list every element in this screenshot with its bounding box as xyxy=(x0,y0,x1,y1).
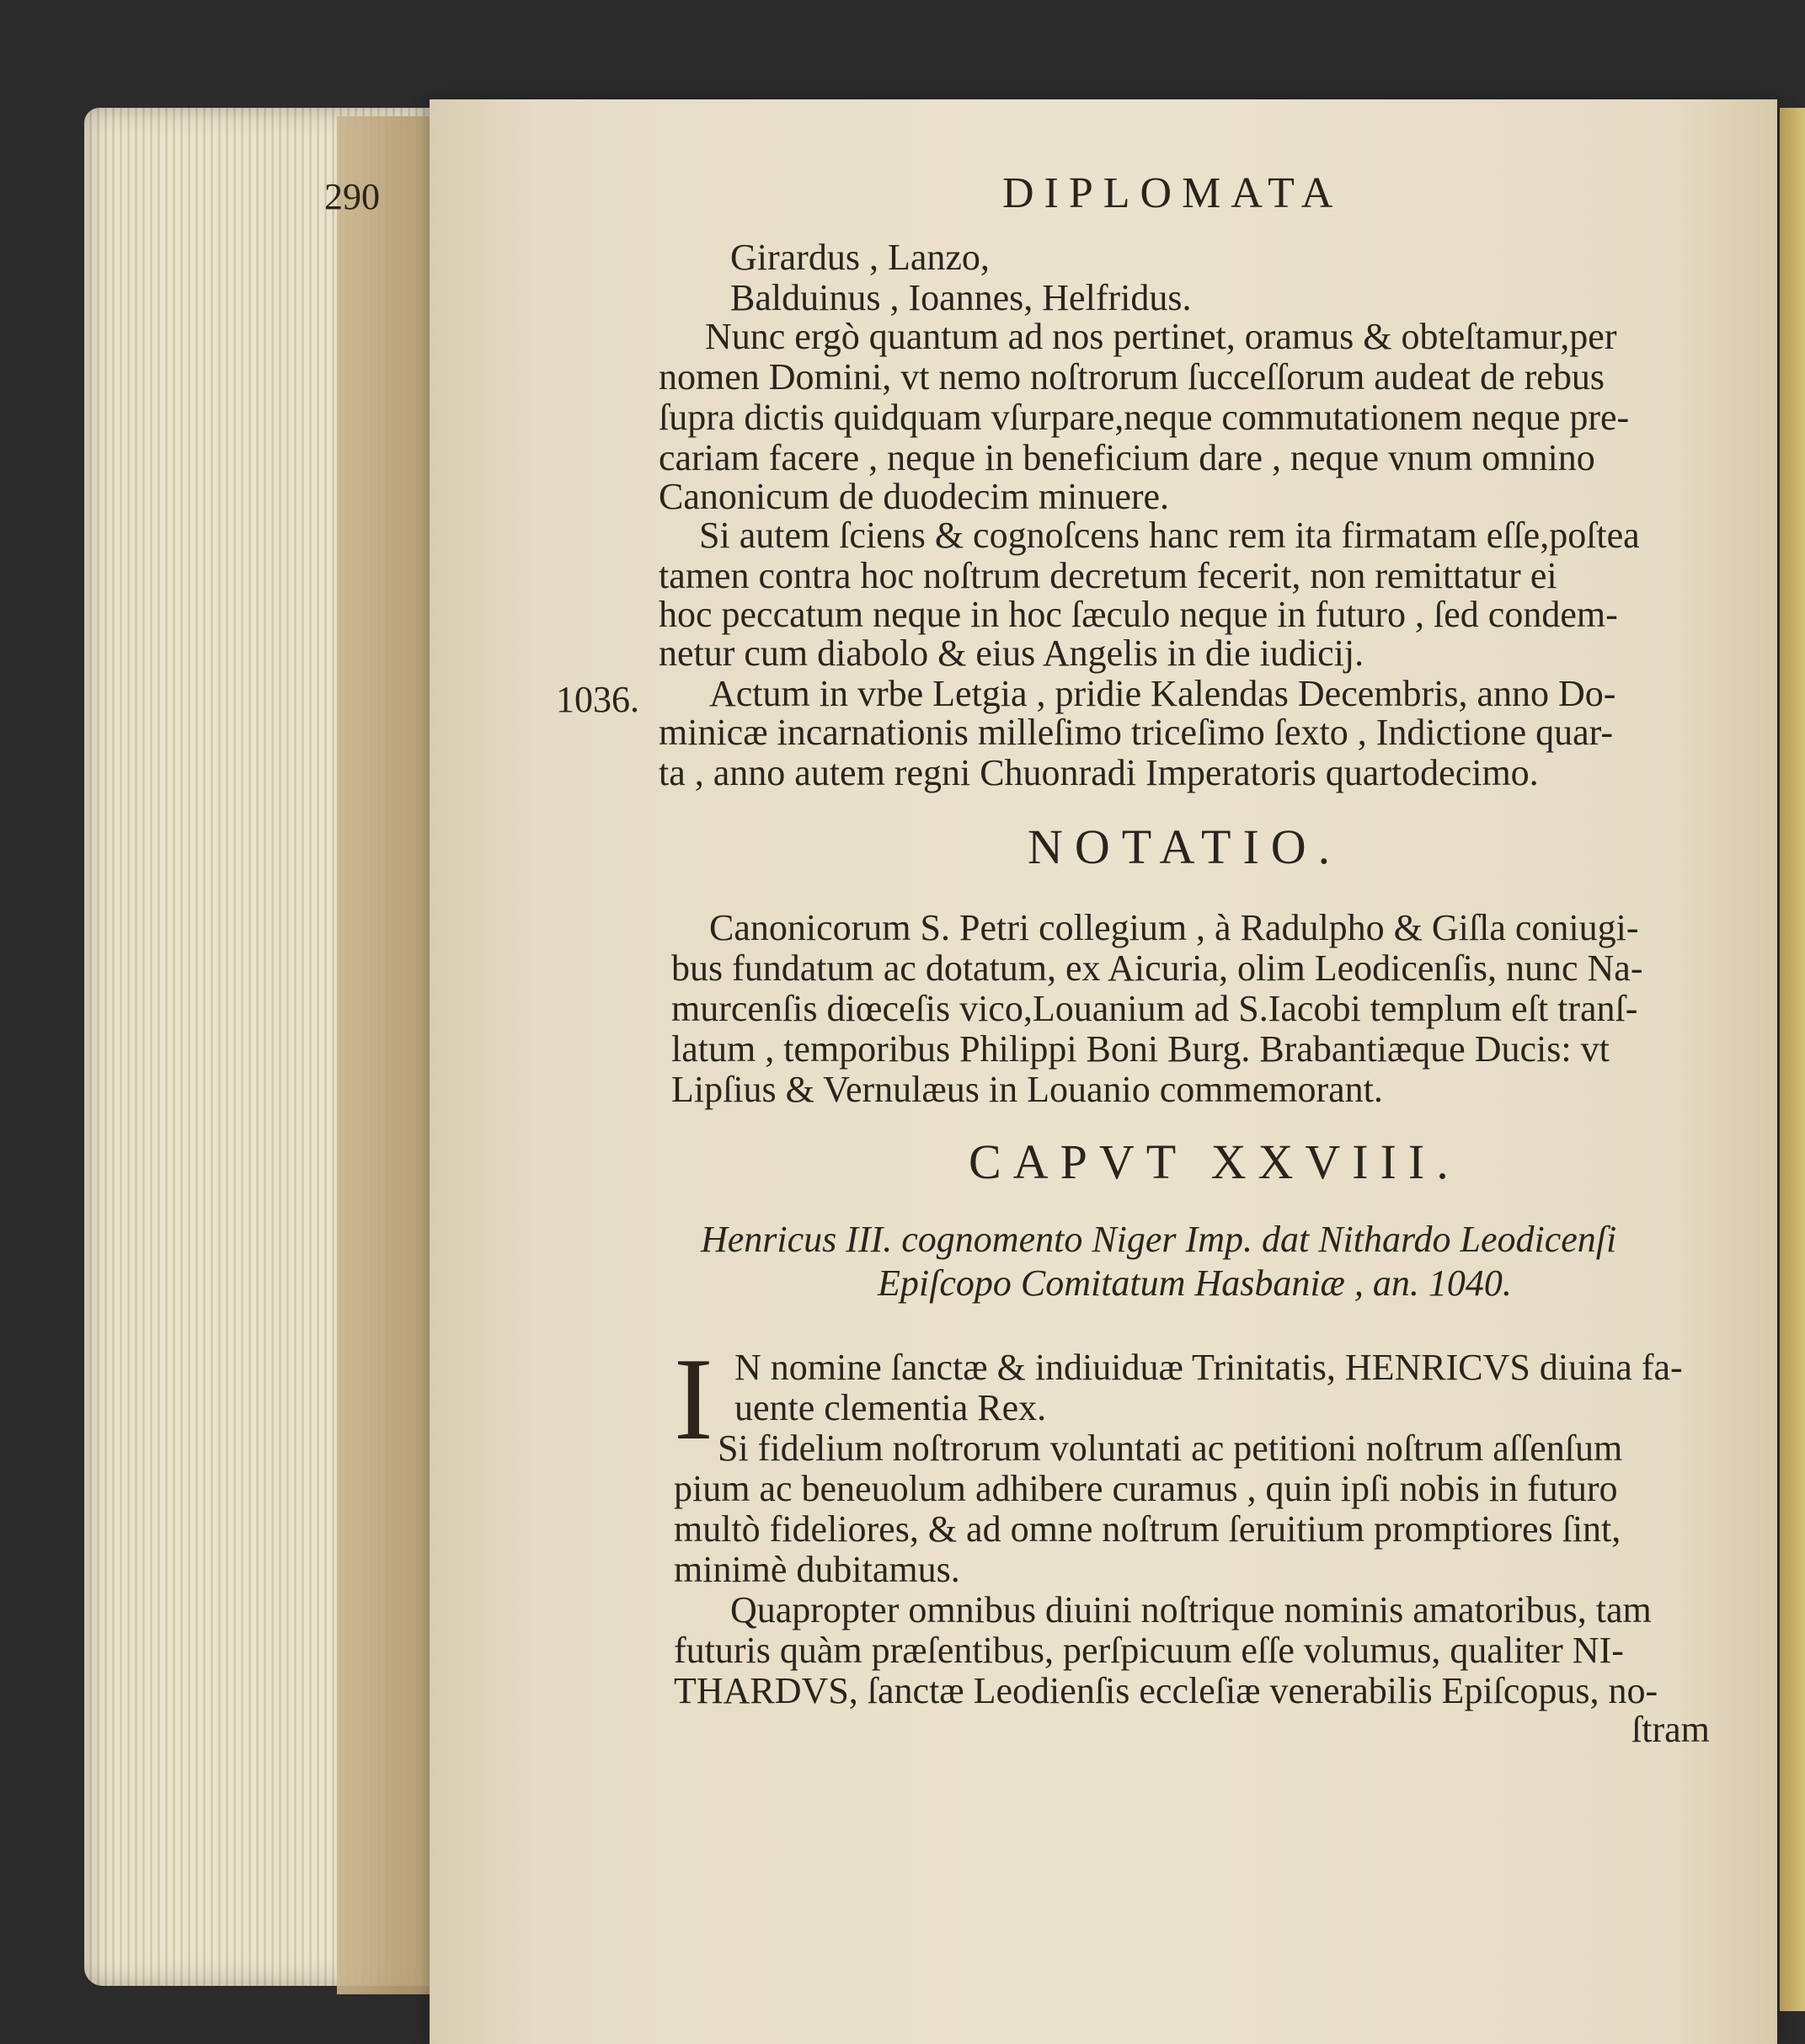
text-line: pium ac beneuolum adhibere curamus , quin ipſi nobis in futuro xyxy=(674,1468,1618,1509)
text-line: Girardus , Lanzo, xyxy=(730,237,990,278)
text-line: Quapropter omnibus diuini noſtrique nominis amatoribus, tam xyxy=(730,1589,1652,1630)
text-line: Canonicorum S. Petri collegium , à Radulpho & Giſla coniugi- xyxy=(709,907,1639,948)
chapter-summary: Epiſcopo Comitatum Hasbaniæ , an. 1040. xyxy=(878,1262,1512,1304)
running-head: DIPLOMATA xyxy=(1002,169,1343,217)
text-line: nomen Domini, vt nemo noſtrorum ſucceſſorum audeat de rebus xyxy=(659,356,1605,398)
drop-cap: I xyxy=(674,1334,713,1465)
page-number: 290 xyxy=(324,176,380,217)
margin-date: 1036. xyxy=(556,679,639,720)
text-line: ſupra dictis quidquam vſurpare,neque commutationem neque pre- xyxy=(659,397,1630,438)
notatio-heading: NOTATIO. xyxy=(1028,819,1343,874)
text-line: ta , anno autem regni Chuonradi Imperatoris quartodecimo. xyxy=(659,752,1539,793)
text-line: cariam facere , neque in beneficium dare , neque vnum omnino xyxy=(659,437,1595,478)
facing-page-edge xyxy=(1780,108,1805,2011)
text-line: uente clementia Rex. xyxy=(734,1387,1047,1428)
chapter-heading: CAPVT XXVIII. xyxy=(969,1134,1461,1189)
text-line: netur cum diabolo & eius Angelis in die iudicij. xyxy=(659,632,1364,674)
text-line: tamen contra hoc noſtrum decretum fecerit, non remittatur ei xyxy=(659,555,1557,596)
text-line: Canonicum de duodecim minuere. xyxy=(659,476,1170,517)
text-line: Lipſius & Vernulæus in Louanio commemorant. xyxy=(671,1069,1383,1110)
text-line: minimè dubitamus. xyxy=(674,1549,960,1590)
text-line: Si fidelium noſtrorum voluntati ac petitioni noſtrum aſſenſum xyxy=(718,1428,1623,1469)
text-line: Si autem ſciens & cognoſcens hanc rem ita firmatam eſſe,poſtea xyxy=(699,515,1640,556)
text-line: latum , temporibus Philippi Boni Burg. Brabantiæque Ducis: vt xyxy=(671,1028,1610,1070)
text-line: multò fideliores, & ad omne noſtrum ſeruitium promptiores ſint, xyxy=(674,1508,1621,1550)
text-line: murcenſis diœceſis vico,Louanium ad S.Iacobi templum eſt tranſ- xyxy=(671,988,1638,1029)
text-line: hoc peccatum neque in hoc ſæculo neque in futuro , ſed condem- xyxy=(659,594,1618,635)
text-line: THARDVS, ſanctæ Leodienſis eccleſiæ venerabilis Epiſcopus, no- xyxy=(674,1670,1658,1711)
text-line: futuris quàm præſentibus, perſpicuum eſſe volumus, qualiter NI- xyxy=(674,1630,1624,1671)
text-line: Nunc ergò quantum ad nos pertinet, oramus & obteſtamur,per xyxy=(705,316,1617,357)
text-line: Balduinus , Ioannes, Helfridus. xyxy=(730,277,1192,318)
catchword: ſtram xyxy=(1631,1709,1710,1750)
text-line: minicæ incarnationis milleſimo triceſimo ſexto , Indictione quar- xyxy=(659,712,1614,753)
text-line: Actum in vrbe Letgia , pridie Kalendas Decembris, anno Do- xyxy=(709,673,1616,714)
text-line: bus fundatum ac dotatum, ex Aicuria, olim Leodicenſis, nunc Na- xyxy=(671,947,1643,989)
chapter-summary: Henricus III. cognomento Niger Imp. dat Nithardo Leodicenſi xyxy=(701,1219,1617,1260)
text-line: N nomine ſanctæ & indiuiduæ Trinitatis, HENRICVS diuina fa- xyxy=(734,1347,1683,1388)
